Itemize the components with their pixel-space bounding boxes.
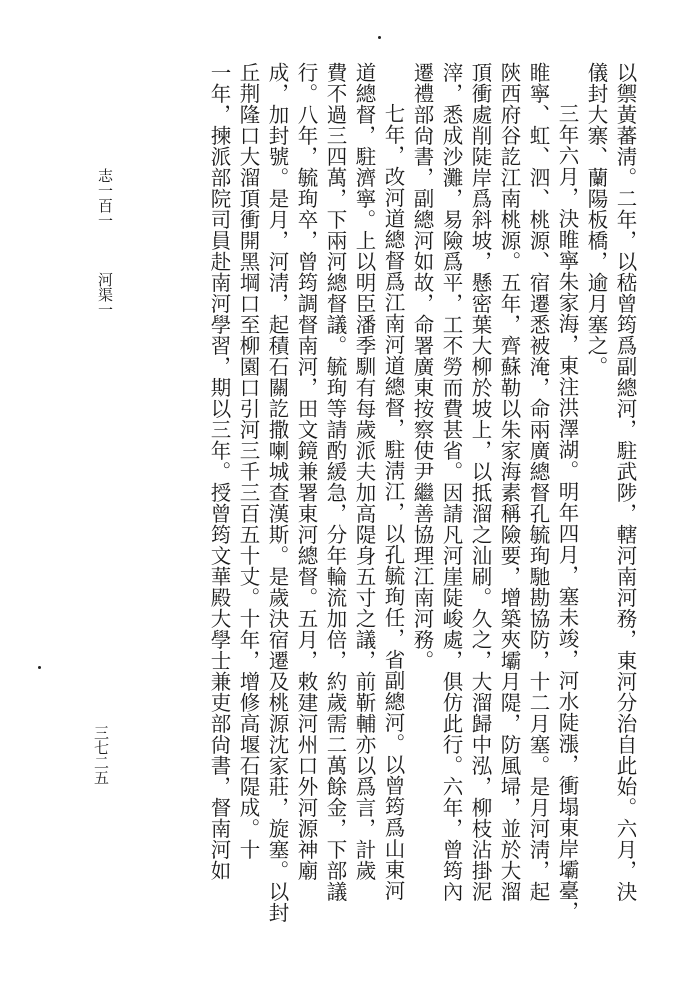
text-column-11: 費不過三四萬，下兩河總督議。毓珣等請酌緩急，分年輪流加倍，約歲需二萬餘金，下部議: [323, 62, 347, 902]
scan-speck: [38, 666, 41, 669]
text-column-12: 行。八年，毓珣卒，曾筠調督南河，田文鏡兼署東河總督。五月，敕建河州口外河源神廟: [294, 62, 318, 881]
text-column-7: 滓，悉成沙灘，易險爲平，工不勞而費甚省。因請凡河崖陡峻處，俱仿此行。六年，曾筠內: [439, 62, 463, 902]
section-label: 河渠一: [96, 272, 114, 317]
text-column-1: 以禦黃蕃淸。二年，以嵇曾筠爲副總河，駐武陟，轄河南河務，東河分治自此始。六月，決: [613, 62, 637, 902]
text-column-6: 頂衝處削陡岸爲斜坡，懸密葉大柳於坡上，以抵溜之汕刷。久之，大溜歸中泓，柳枝沾掛泥: [468, 62, 492, 902]
page-number: 三七二五: [92, 725, 110, 785]
text-column-2: 儀封大寨、蘭陽板橋，逾月塞之。: [584, 62, 608, 377]
text-column-14: 丘荆隆口大溜頂衝開黑堈口至柳園口引河三千三百五十丈。十年，增修高堰石隄成。十: [236, 62, 260, 860]
text-column-13: 成，加封號。是月，河淸，起積石關訖撒喇城查漢斯。是歲決宿遷及桃源沈家莊，旋塞。以封: [265, 62, 289, 923]
text-column-5: 陝西府谷訖江南桃源。五年，齊蘇勒以朱家海素稱險要，增築夾壩月隄，防風埽，並於大溜: [497, 62, 521, 902]
text-column-3: 三年六月，決睢寧朱家海，東注洪澤湖。明年四月，塞未竣，河水陡漲，衝塌東岸壩臺，: [555, 103, 579, 922]
text-column-4: 睢寧、虹、泗、桃源、宿遷悉被淹，命兩廣總督孔毓珣馳勘協防，十二月塞。是月河淸，起: [526, 62, 550, 902]
volume-label: 志一百一: [96, 168, 114, 228]
scan-speck: [378, 36, 381, 39]
text-column-15: 一年，揀派部院司員赴南河學習，期以三年。授曾筠文華殿大學士兼吏部尙書，督南河如: [207, 62, 231, 881]
text-column-10: 道總督，駐濟寧。上以明臣潘季馴有每歲派夫加高隄身五寸之議，前靳輔亦以爲言，計歲: [352, 62, 376, 881]
text-column-9: 七年，改河道總督爲江南河道總督，駐淸江，以孔毓珣任，省副總河。以曾筠爲山東河: [381, 103, 405, 901]
text-column-8: 遷禮部尙書，副總河如故，命署廣東按察使尹繼善協理江南河務。: [410, 62, 434, 671]
